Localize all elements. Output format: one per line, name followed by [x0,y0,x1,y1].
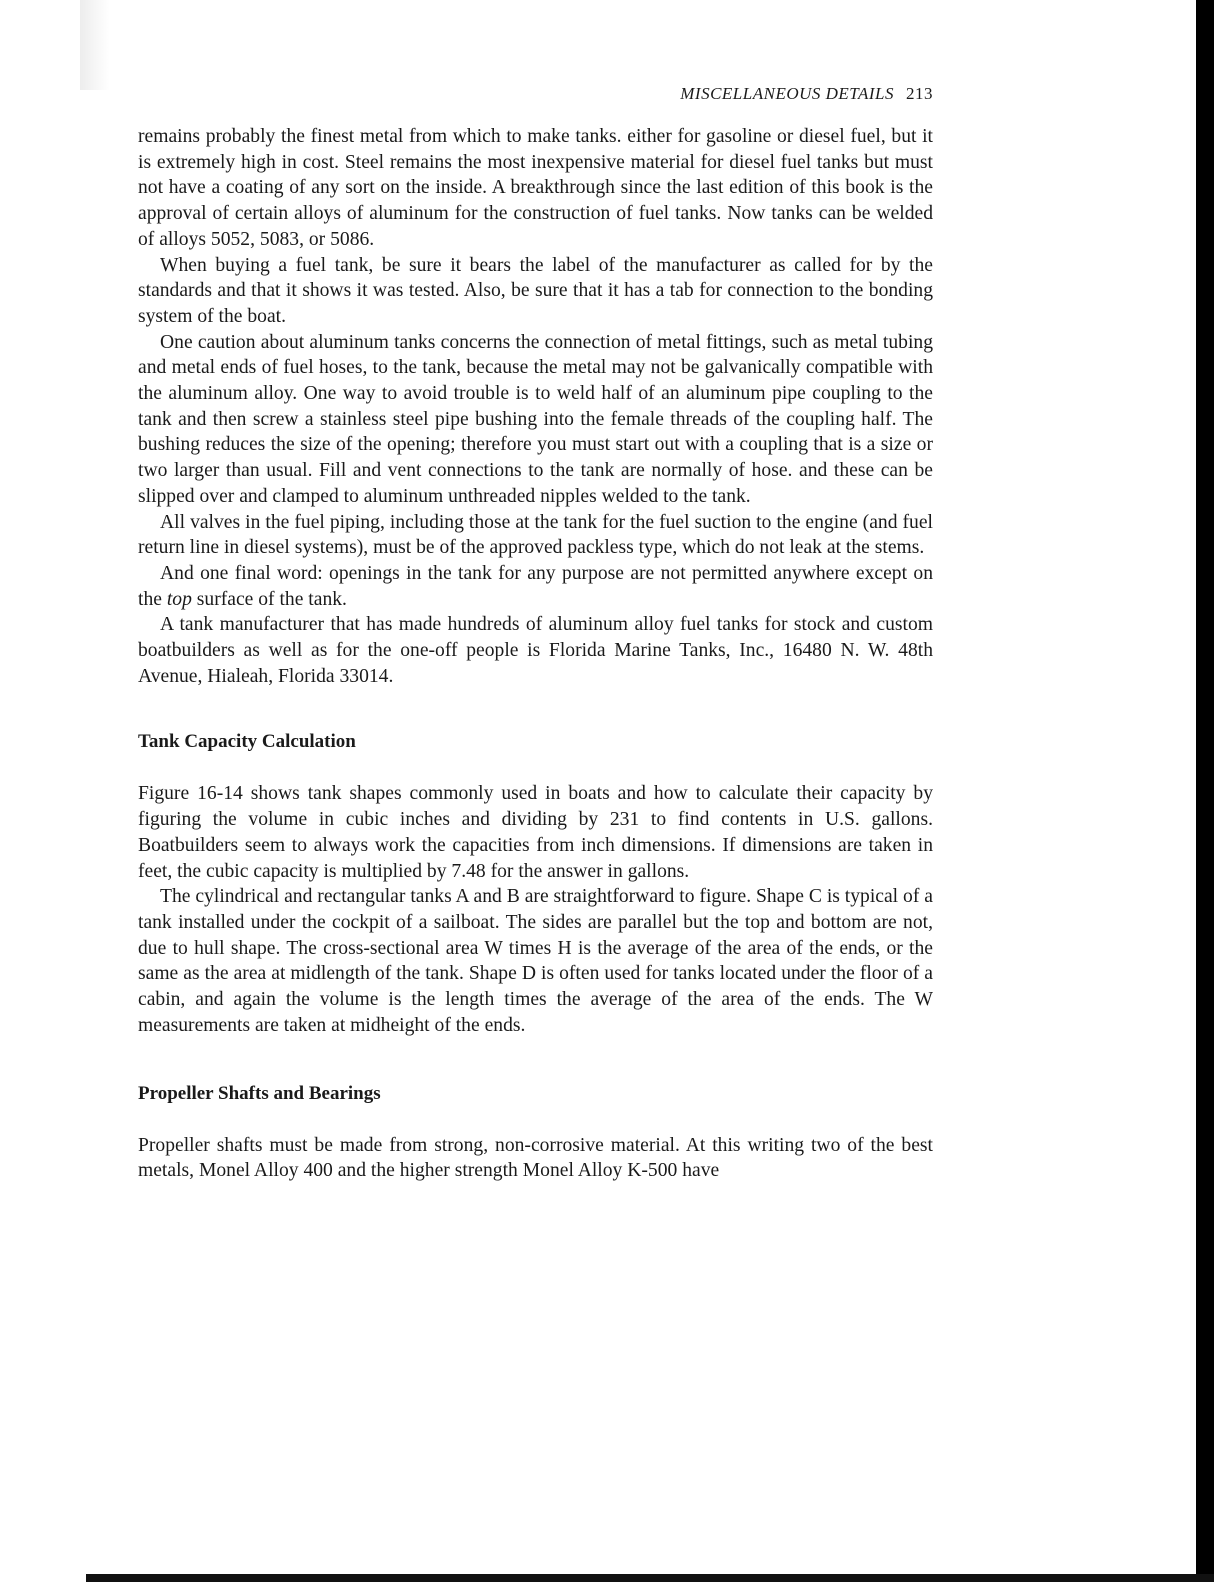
paragraph-tank-shapes: The cylindrical and rectangular tanks A and B are straightforward to figure. Shape C is typical of a tank installed under the cockpit of a sailboat. The sides are parallel but the top and bottom are not, due to hull shape. The cross-sectional area W times H is the average of the area of the ends, or the same as the area at midlength of the tank. Shape D is often used for tanks located under the floor of a cabin, and again the volume is the length times the average of the area of the ends. The W measurements are taken at midheight of the ends. [138,886,933,1036]
paragraph-valves: All valves in the fuel piping, including those at the tank for the fuel suction to the engine (and fuel return line in diesel systems), must be of the approved packless type, which do not leak at the stems. [138,511,933,559]
paragraph-continued: remains probably the finest metal from which to make tanks. either for gasoline or diesel fuel, but it is extremely high in cost. Steel remains the most inexpensive material for diesel fuel tanks but must not have a coating of any sort on the inside. A breakthrough since the last edition of this book is the approval of certain alloys of aluminum for the construction of fuel tanks. Now tanks can be welded of alloys 5052, 5083, or 5086. [138,126,933,250]
scan-border-right [1196,0,1214,1582]
page-number: 213 [906,84,933,103]
scan-border-bottom [86,1574,1214,1582]
heading-propeller-shafts: Propeller Shafts and Bearings [138,1082,381,1104]
final-word-text: And one final word: openings in the tank for any purpose are not permitted anywhere except on the [138,562,933,610]
paragraph-propeller-shafts: Propeller shafts must be made from strong, non-corrosive material. At this writing two of the best metals, Monel Alloy 400 and the higher strength Monel Alloy K-500 have [138,1134,933,1182]
paragraph-final-word [138,561,933,612]
paragraph-figure-16-14: Figure 16-14 shows tank shapes commonly used in boats and how to calculate their capacity by figuring the volume in cubic inches and dividing by 231 to find contents in U.S. gallons. Boatbuilders seem to always work the capacities from inch dimensions. If dimensions are taken in feet, the cubic capacity is multiplied by 7.48 for the answer in gallons. [138,783,933,882]
paragraph-manufacturer: A tank manufacturer that has made hundreds of aluminum alloy fuel tanks for stock and custom boatbuilders as well as for the one-off people is Florida Marine Tanks, Inc., 16480 N. W. 48th Avenue, Hialeah, Florida 33014. [138,614,933,687]
running-head-title: MISCELLANEOUS DETAILS [680,84,894,103]
paragraph-buying-tank: When buying a fuel tank, be sure it bears the label of the manufacturer as called for by the standards and that it shows it was tested. Also, be sure that it has a tab for connection to the bonding system of the boat. [138,254,933,327]
paragraph-aluminum-caution: One caution about aluminum tanks concerns the connection of metal fittings, such as metal tubing and metal ends of fuel hoses, to the tank, because the metal may not be galvanically compatible with the aluminum alloy. One way to avoid trouble is to weld half of an aluminum pipe coupling to the tank and then screw a stainless steel pipe bushing into the female threads of the coupling half. The bushing reduces the size of the opening; therefore you must start out with a coupling that is a size or two larger than usual. Fill and vent connections to the tank are normally of hose. and these can be slipped over and clamped to aluminum unthreaded nipples welded to the tank. [138,331,933,507]
final-word-emphasis: top [166,588,192,610]
heading-tank-capacity: Tank Capacity Calculation [138,731,356,753]
book-page [138,84,933,1184]
scan-shadow [80,0,110,90]
final-word-end: surface of the tank. [191,588,347,610]
running-head [138,84,933,108]
